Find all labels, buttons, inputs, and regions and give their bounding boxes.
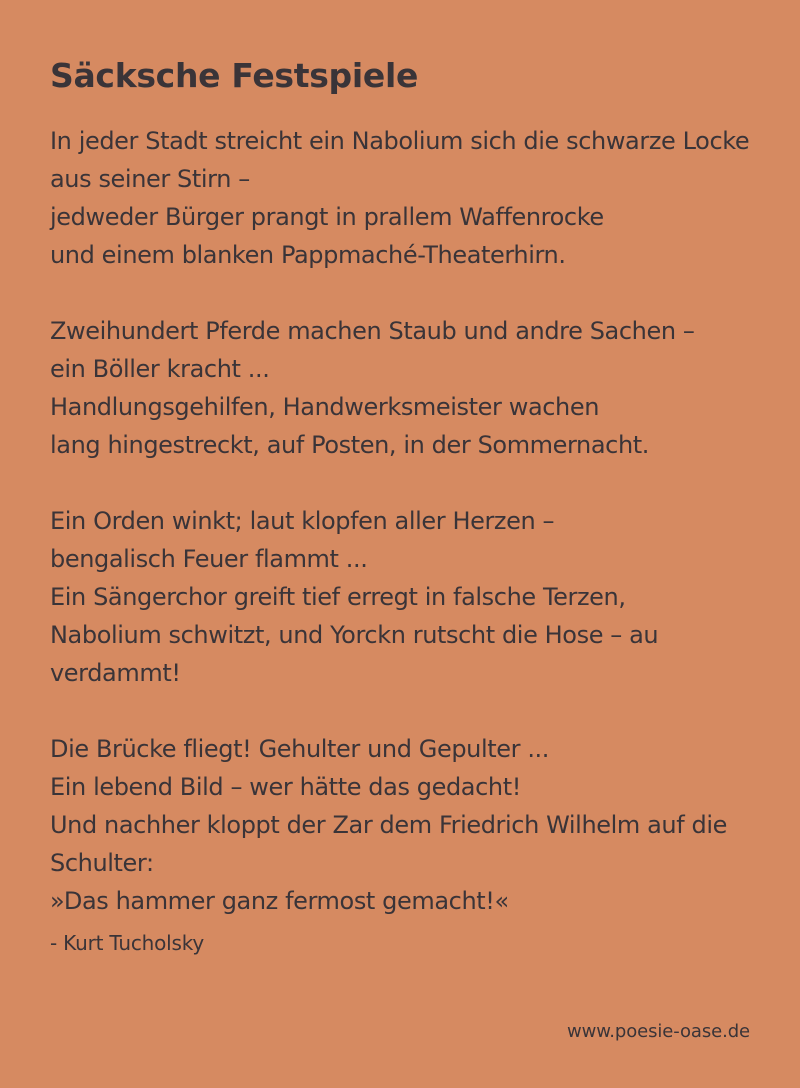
poem-line: ein Böller kracht ...: [50, 355, 270, 383]
poem-card: [50, 56, 750, 958]
poem-line: Ein Sängerchor greift tief erregt in falsche Terzen,: [50, 583, 626, 611]
poem-line: In jeder Stadt streicht ein Nabolium sich die schwarze Locke: [50, 127, 750, 155]
poem-title: Säcksche Festspiele: [50, 56, 419, 95]
website-link[interactable]: www.poesie-oase.de: [567, 1021, 750, 1042]
poem-line: Zweihundert Pferde machen Staub und andre Sachen –: [50, 317, 695, 345]
poem-line: jedweder Bürger prangt in prallem Waffenrocke: [50, 203, 604, 231]
stanza-3: [50, 502, 750, 692]
poem-line: »Das hammer ganz fermost gemacht!«: [50, 887, 509, 915]
poem-line: Nabolium schwitzt, und Yorckn rutscht die Hose – au verdammt!: [50, 621, 666, 687]
poem-line: Ein lebend Bild – wer hätte das gedacht!: [50, 773, 521, 801]
poem-line: und einem blanken Pappmaché-Theaterhirn.: [50, 241, 566, 269]
stanza-4: [50, 730, 750, 920]
poem-line: aus seiner Stirn –: [50, 165, 250, 193]
poem-line: Die Brücke fliegt! Gehulter und Gepulter ...: [50, 735, 550, 763]
poem-author: - Kurt Tucholsky: [50, 931, 205, 955]
poem-line: lang hingestreckt, auf Posten, in der Sommernacht.: [50, 431, 650, 459]
stanza-1: [50, 122, 750, 274]
poem-line: Und nachher kloppt der Zar dem Friedrich Wilhelm auf die Schulter:: [50, 811, 735, 877]
stanza-2: [50, 312, 750, 464]
poem-line: Ein Orden winkt; laut klopfen aller Herzen –: [50, 507, 555, 535]
poem-line: bengalisch Feuer flammt ...: [50, 545, 368, 573]
poem-line: Handlungsgehilfen, Handwerksmeister wachen: [50, 393, 600, 421]
